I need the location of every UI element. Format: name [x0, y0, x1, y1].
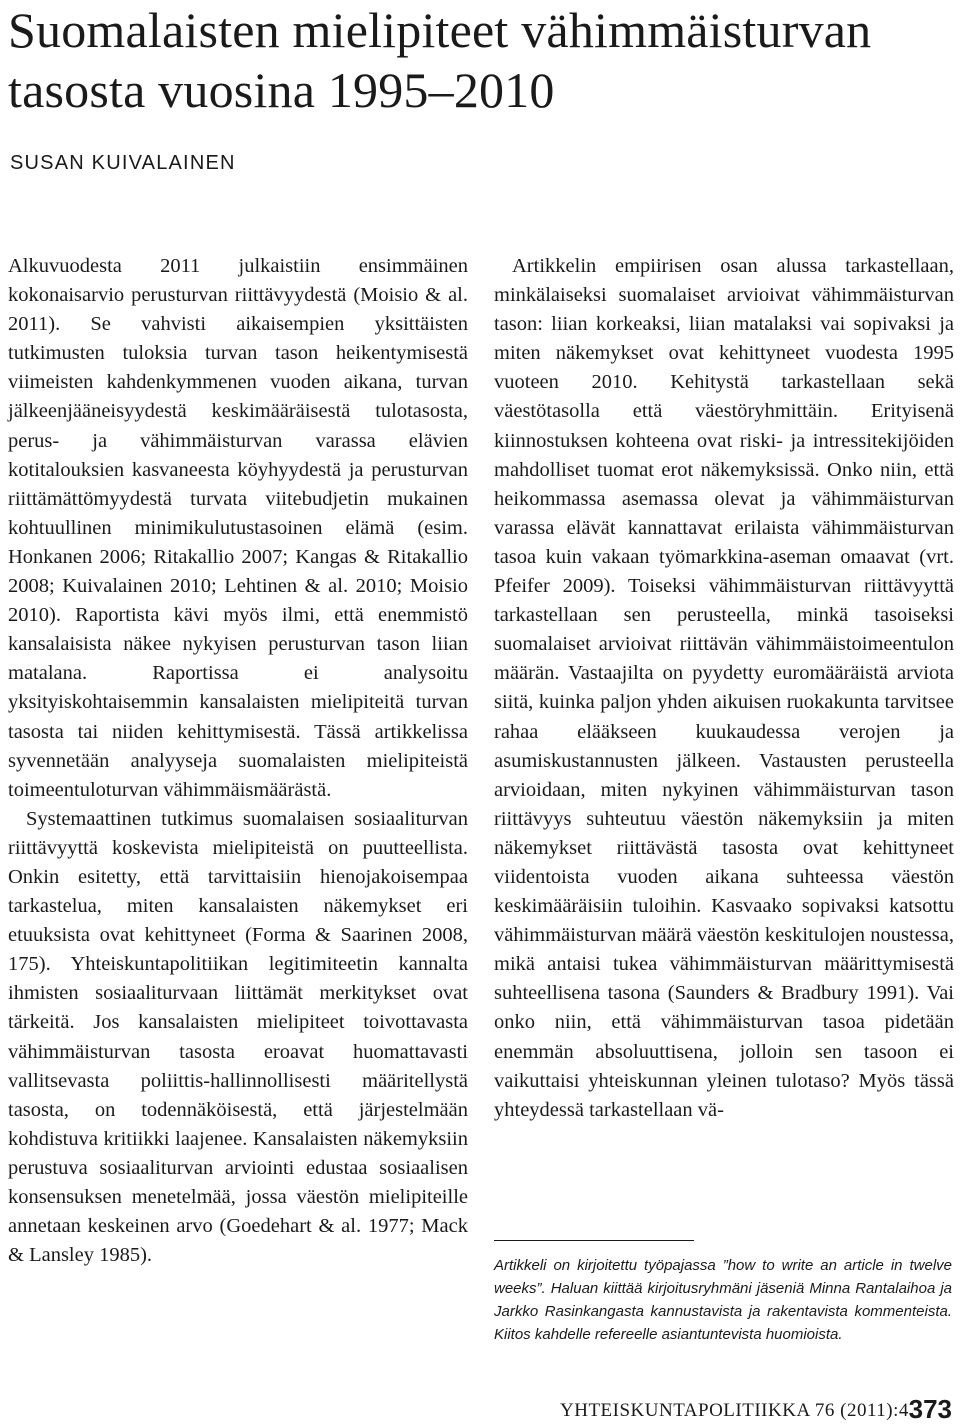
body-paragraph: Artikkelin empiirisen osan alussa tarkastellaan, minkälaiseksi suomalaiset arvioivat vähimmäisturvan tason: liian korkeaksi, liian matalaksi vai sopivaksi ja miten näkemykset ovat kehittyneet vuodesta 1995 vuoteen 2010. Kehitystä tarkastellaan sekä väestötasolla että väestöryhmittäin. Erityisenä kiinnostuksen kohteena ovat riski- ja intressitekijöiden mahdolliset tuomat erot näkemyksissä. Onko niin, että heikommassa asemassa olevat ja vähimmäisturvan varassa elävät kannattavat erilaista vähimmäisturvan tasoa kuin vakaan työmarkkina-aseman omaavat (vrt. Pfeifer 2009). Toiseksi vähimmäisturvan riittävyyttä tarkastellaan sen perusteella, minkä tasoiseksi suomalaiset arvioivat riittävän vähimmäistoimeentulon määrän. Vastaajilta on pyydetty euromääräistä arviota siitä, kuinka paljon yhden aikuisen ruokakunta tarvitsee rahaa elääkseen kuukaudessa verojen ja asumiskustannusten jälkeen. Vastausten perusteella arvioidaan, miten nykyinen vähimmäisturvan tason riittävyys suhteutuu väestön näkemyksiin ja miten näkemykset riittävästä tasosta ovat kehittyneet viidentoista vuoden aikana suhteessa väestön keskimääräisiin tuloihin. Kasvaako sopivaksi katsottu vähimmäisturvan määrä väestön keskitulojen noustessa, mikä antaisi tukea vähimmäisturvan määrittymisestä suhteellisena tasona (Saunders & Bradbury 1991). Vai onko niin, että vähimmäisturvan tasoa pidetään enemmän absoluuttisena, jolloin sen tasoon ei vaikuttaisi yhteiskunnan yleinen tulotaso? Myös tässä yhteydessä tarkastellaan vä- [494, 255, 954, 1121]
body-column-right [494, 252, 954, 1125]
journal-footer: YHTEISKUNTAPOLITIIKKA 76 (2011):4 [560, 1400, 909, 1421]
page-number: 373 [908, 1394, 952, 1424]
article-author: SUSAN KUIVALAINEN [10, 152, 236, 174]
body-paragraph: Alkuvuodesta 2011 julkaistiin ensimmäinen kokonaisarvio perusturvan riittävyydestä (Moisio & al. 2011). Se vahvisti aikaisempien yksittäisten tutkimusten tuloksia turvan tason heikentymisestä viimeisten kahdenkymmenen vuoden aikana, turvan jälkeenjääneisyydestä keskimääräisestä tulotasosta, perus- ja vähimmäisturvan varassa elävien kotitalouksien kasvaneesta köyhyydestä ja perusturvan riittämättömyydestä turvata viitebudjetin mukainen kohtuullinen minimikulutustasoinen elämä (esim. Honkanen 2006; Ritakallio 2007; Kangas & Ritakallio 2008; Kuivalainen 2010; Lehtinen & al. 2010; Moisio 2010). Raportista kävi myös ilmi, että enemmistö kansalaisista näkee nykyisen perusturvan tason liian matalana. Raportissa ei analysoitu yksityiskohtaisemmin kansalaisten mielipiteitä turvan tasosta tai niiden kehittymisestä. Tässä artikkelissa syvennetään analyyseja suomalaisten mielipiteistä toimeentuloturvan vähimmäismäärästä. [8, 255, 468, 801]
body-paragraph: Systemaattinen tutkimus suomalaisen sosiaaliturvan riittävyyttä koskevista mielipiteistä on puutteellista. Onkin esitetty, että tarvittaisiin hienojakoisempaa tarkastelua, miten kansalaisten näkemykset eri etuuksista ovat kehittyneet (Forma & Saarinen 2008, 175). Yhteiskuntapolitiikan legitimiteetin kannalta ihmisten sosiaaliturvaan liittämät merkitykset ovat tärkeitä. Jos kansalaisten mielipiteet toivottavasta vähimmäisturvan tasosta eroavat huomattavasti vallitsevasta poliittis-hallinnollisesti määritellystä tasosta, on todennäköisestä, että järjestelmään kohdistuva kritiikki laajenee. Kansalaisten näkemyksiin perustuva sosiaaliturvan arviointi edustaa sosiaalisen konsensuksen menetelmää, jossa väestön mielipiteille annetaan keskeinen arvo (Goedehart & al. 1977; Mack & Lansley 1985). [8, 807, 468, 1267]
footnote: Artikkeli on kirjoitettu työpajassa ”how to write an article in twelve weeks”. Haluan kiittää kirjoitusryhmäni jäseniä Minna Rantalaihoa ja Jarkko Rasinkangasta kannustavista ja rakentavista kommenteista. Kiitos kahdelle refereelle asiantuntevista huomioista. [494, 1257, 952, 1343]
footnote-divider [494, 1240, 694, 1241]
body-column-left [8, 252, 468, 1270]
article-title: Suomalaisten mielipiteet vähimmäisturvan tasosta vuosina 1995–2010 [8, 2, 872, 118]
